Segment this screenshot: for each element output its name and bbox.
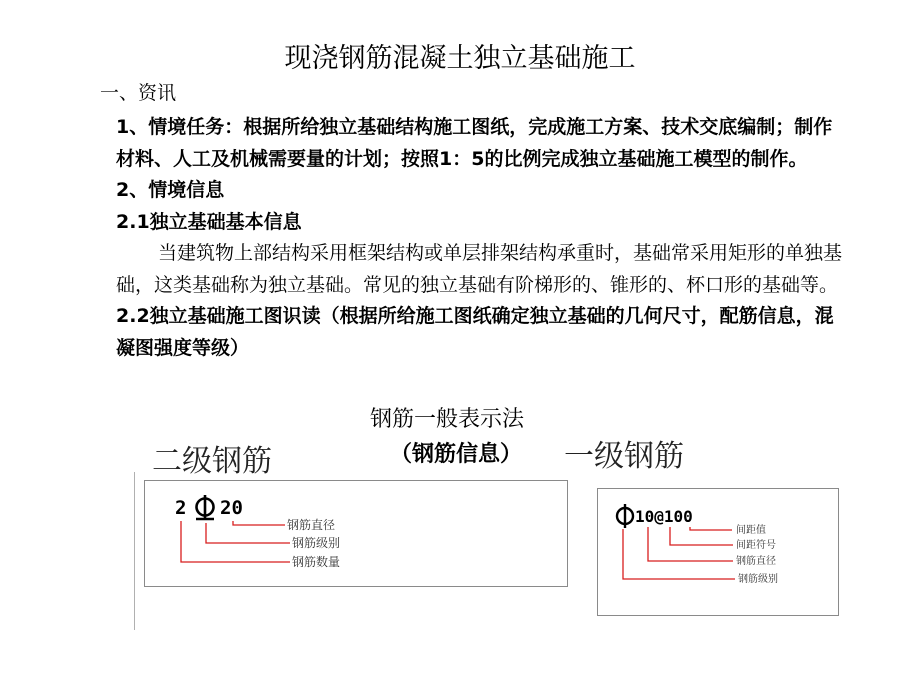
task-paragraph: 1、情境任务：根据所给独立基础结构施工图纸，完成施工方案、技术交底编制；制作材料、人工及机械需要量的计划；按照1：5的比例完成独立基础施工模型的制作。: [116, 116, 833, 170]
divider-line: [134, 472, 135, 630]
basic-paragraph: 当建筑物上部结构采用框架结构或单层排架结构承重时，基础常采用矩形的单独基础，这类基础称为独立基础。常见的独立基础有阶梯形的、锥形的、杯口形的基础等。: [116, 242, 843, 296]
body-text: [116, 112, 846, 364]
figure-caption: 钢筋一般表示法: [370, 407, 525, 432]
drawing-heading: 2.2独立基础施工图识读（根据所给施工图纸确定独立基础的几何尺寸，配筋信息，混凝图强度等级）: [116, 305, 834, 359]
section-heading: 一、资讯: [100, 82, 177, 104]
rebar-notation-box-grade1: [597, 488, 839, 616]
label-grade: 钢筋级别: [292, 536, 341, 550]
rebar-diameter: 20: [220, 497, 243, 519]
rebar-notation-diagram-grade2: [145, 481, 567, 586]
page-title: 现浇钢筋混凝土独立基础施工: [284, 43, 636, 74]
label-count: 钢筋数量: [292, 555, 341, 569]
grade1-rebar-symbol: [617, 504, 633, 528]
rebar-spec-code: 10@100: [635, 507, 693, 526]
basic-heading: 2.1独立基础基本信息: [116, 210, 302, 233]
grade2-label: 二级钢筋: [152, 444, 272, 479]
grade1-label: 一级钢筋: [564, 439, 684, 474]
figure-subcaption: （钢筋信息）: [390, 441, 523, 467]
label-diameter: 钢筋直径: [287, 518, 336, 532]
label-grade-2: 钢筋级别: [738, 574, 778, 585]
label-spacing-value: 间距值: [736, 525, 766, 536]
leader-lines-2: [623, 527, 735, 579]
rebar-count: 2: [175, 497, 187, 519]
label-diameter-2: 钢筋直径: [736, 556, 776, 567]
label-spacing-symbol: 间距符号: [736, 540, 776, 551]
info-heading: 2、情境信息: [116, 179, 225, 201]
grade2-rebar-symbol: [196, 495, 214, 519]
rebar-notation-box-grade2: [144, 480, 568, 587]
rebar-notation-diagram-grade1: [598, 489, 838, 615]
leader-lines: [181, 521, 290, 562]
